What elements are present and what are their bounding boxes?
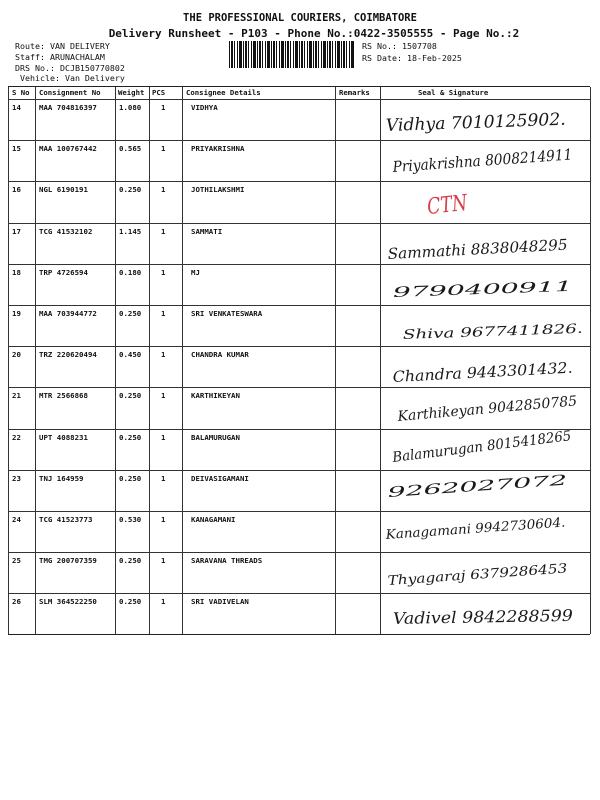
cell-pcs: 1 — [161, 267, 166, 277]
cell-pcs: 1 — [161, 556, 166, 566]
cell-consignment: TCG 41532102 — [39, 226, 93, 236]
cell-consignee: PRIYAKRISHNA — [191, 144, 245, 154]
cell-sno: 16 — [12, 185, 21, 195]
cell-pcs: 1 — [161, 103, 166, 112]
cell-weight: 0.250 — [119, 391, 142, 401]
handwritten-signature: Shiva 9677411826. — [402, 323, 531, 343]
cell-consignment: MAA 100767442 — [39, 144, 97, 154]
cell-consignee: SAMMATI — [191, 226, 223, 236]
drs-barcode — [229, 41, 354, 68]
handwritten-signature: Vidhya 7010125902. — [385, 109, 565, 136]
cell-weight: 0.180 — [119, 267, 142, 277]
handwritten-signature: Priyakrishna 8008214911 — [392, 144, 590, 176]
cell-sno: 19 — [12, 309, 21, 318]
column-header-remarks: Remarks — [339, 88, 370, 97]
cell-sno: 23 — [12, 473, 21, 483]
cell-weight: 1.145 — [119, 226, 142, 236]
company-title: THE PROFESSIONAL COURIERS, COIMBATORE — [183, 12, 417, 24]
cell-consignment: UPT 4088231 — [39, 432, 88, 442]
cell-consignee: CHANDRA KUMAR — [191, 350, 249, 360]
cell-consignee: SRI VENKATESWARA — [191, 309, 263, 318]
cell-weight: 0.250 — [119, 309, 142, 318]
runsheet-table — [8, 86, 590, 635]
handwritten-signature: Vadivel 9842288599 — [392, 606, 559, 628]
handwritten-signature: 9790400911 — [392, 281, 483, 301]
cell-weight: 0.450 — [119, 350, 142, 360]
column-header-weight: Weight — [118, 88, 145, 97]
cell-consignee: DEIVASIGAMANI — [191, 473, 249, 483]
cell-sno: 17 — [12, 226, 21, 236]
cell-weight: 0.250 — [119, 556, 142, 566]
column-header-pcs: PCS — [152, 88, 166, 97]
cell-consignment: TCG 41523773 — [39, 515, 93, 524]
column-header-sno: S No — [12, 88, 30, 97]
handwritten-signature: Balamurugan 8015418265 — [391, 427, 582, 466]
cell-sno: 24 — [12, 515, 21, 524]
vehicle-label: Vehicle: Van Delivery — [20, 73, 125, 83]
cell-consignment: NGL 6190191 — [39, 185, 88, 195]
cell-consignee: VIDHYA — [191, 103, 218, 112]
drs-number: DRS No.: DCJB150770802 — [15, 63, 125, 73]
cell-sno: 18 — [12, 267, 21, 277]
cell-sno: 25 — [12, 556, 21, 566]
cell-consignment: SLM 364522250 — [39, 597, 97, 607]
cell-consignment: MAA 703944772 — [39, 309, 97, 318]
column-header-consignee: Consignee Details — [186, 88, 261, 97]
cell-consignee: JOTHILAKSHMI — [191, 185, 245, 195]
handwritten-signature: Thyagaraj 6379286453 — [387, 563, 541, 589]
handwritten-signature: CTN — [426, 189, 480, 220]
cell-consignee: KANAGAMANI — [191, 515, 236, 524]
cell-pcs: 1 — [161, 473, 166, 483]
cell-pcs: 1 — [161, 432, 166, 442]
cell-pcs: 1 — [161, 185, 166, 195]
signatures-layer — [8, 87, 590, 647]
cell-weight: 1.080 — [119, 103, 142, 112]
runsheet-subtitle: Delivery Runsheet - P103 - Phone No.:0422-3505555 - Page No.:2 — [108, 27, 520, 40]
cell-pcs: 1 — [161, 144, 166, 154]
cell-weight: 0.250 — [119, 185, 142, 195]
cell-consignee: SARAVANA THREADS — [191, 556, 263, 566]
route-label: Route: VAN DELIVERY — [15, 41, 110, 51]
handwritten-signature: 9262027072 — [387, 478, 478, 501]
cell-sno: 22 — [12, 432, 21, 442]
handwritten-signature: Sammathi 8838048295 — [387, 235, 566, 263]
cell-consignment: TRZ 220620494 — [39, 350, 97, 360]
cell-pcs: 1 — [161, 391, 166, 401]
cell-consignment: MAA 704816397 — [39, 103, 97, 112]
cell-sno: 14 — [12, 103, 21, 112]
cell-consignee: BALAMURUGAN — [191, 432, 240, 442]
cell-weight: 0.250 — [119, 597, 142, 607]
cell-weight: 0.250 — [119, 432, 142, 442]
column-header-consignment: Consignment No — [39, 88, 101, 97]
cell-sno: 21 — [12, 391, 21, 401]
cell-consignment: TMG 200707359 — [39, 556, 97, 566]
cell-sno: 20 — [12, 350, 21, 360]
cell-pcs: 1 — [161, 309, 166, 318]
cell-consignment: TNJ 164959 — [39, 473, 84, 483]
cell-pcs: 1 — [161, 515, 166, 524]
cell-consignee: MJ — [191, 267, 200, 277]
cell-pcs: 1 — [161, 226, 166, 236]
cell-sno: 26 — [12, 597, 21, 607]
handwritten-signature: Karthikeyan 9042850785 — [396, 393, 578, 425]
handwritten-signature: Chandra 9443301432. — [392, 359, 564, 386]
cell-consignee: KARTHIKEYAN — [191, 391, 240, 401]
column-header-seal-signature: Seal & Signature — [418, 88, 489, 97]
cell-weight: 0.530 — [119, 515, 142, 524]
staff-label: Staff: ARUNACHALAM — [15, 52, 105, 62]
cell-weight: 0.250 — [119, 473, 142, 483]
cell-pcs: 1 — [161, 597, 166, 607]
handwritten-signature: Kanagamani 9942730604. — [385, 515, 560, 543]
rs-number: RS No.: 1507708 — [362, 41, 437, 51]
cell-consignment: TRP 4726594 — [39, 267, 88, 277]
rs-date: RS Date: 18-Feb-2025 — [362, 53, 462, 63]
cell-sno: 15 — [12, 144, 21, 154]
cell-pcs: 1 — [161, 350, 166, 360]
cell-weight: 0.565 — [119, 144, 142, 154]
cell-consignment: MTR 2566868 — [39, 391, 88, 401]
column-divider — [590, 87, 591, 634]
cell-consignee: SRI VADIVELAN — [191, 597, 249, 607]
